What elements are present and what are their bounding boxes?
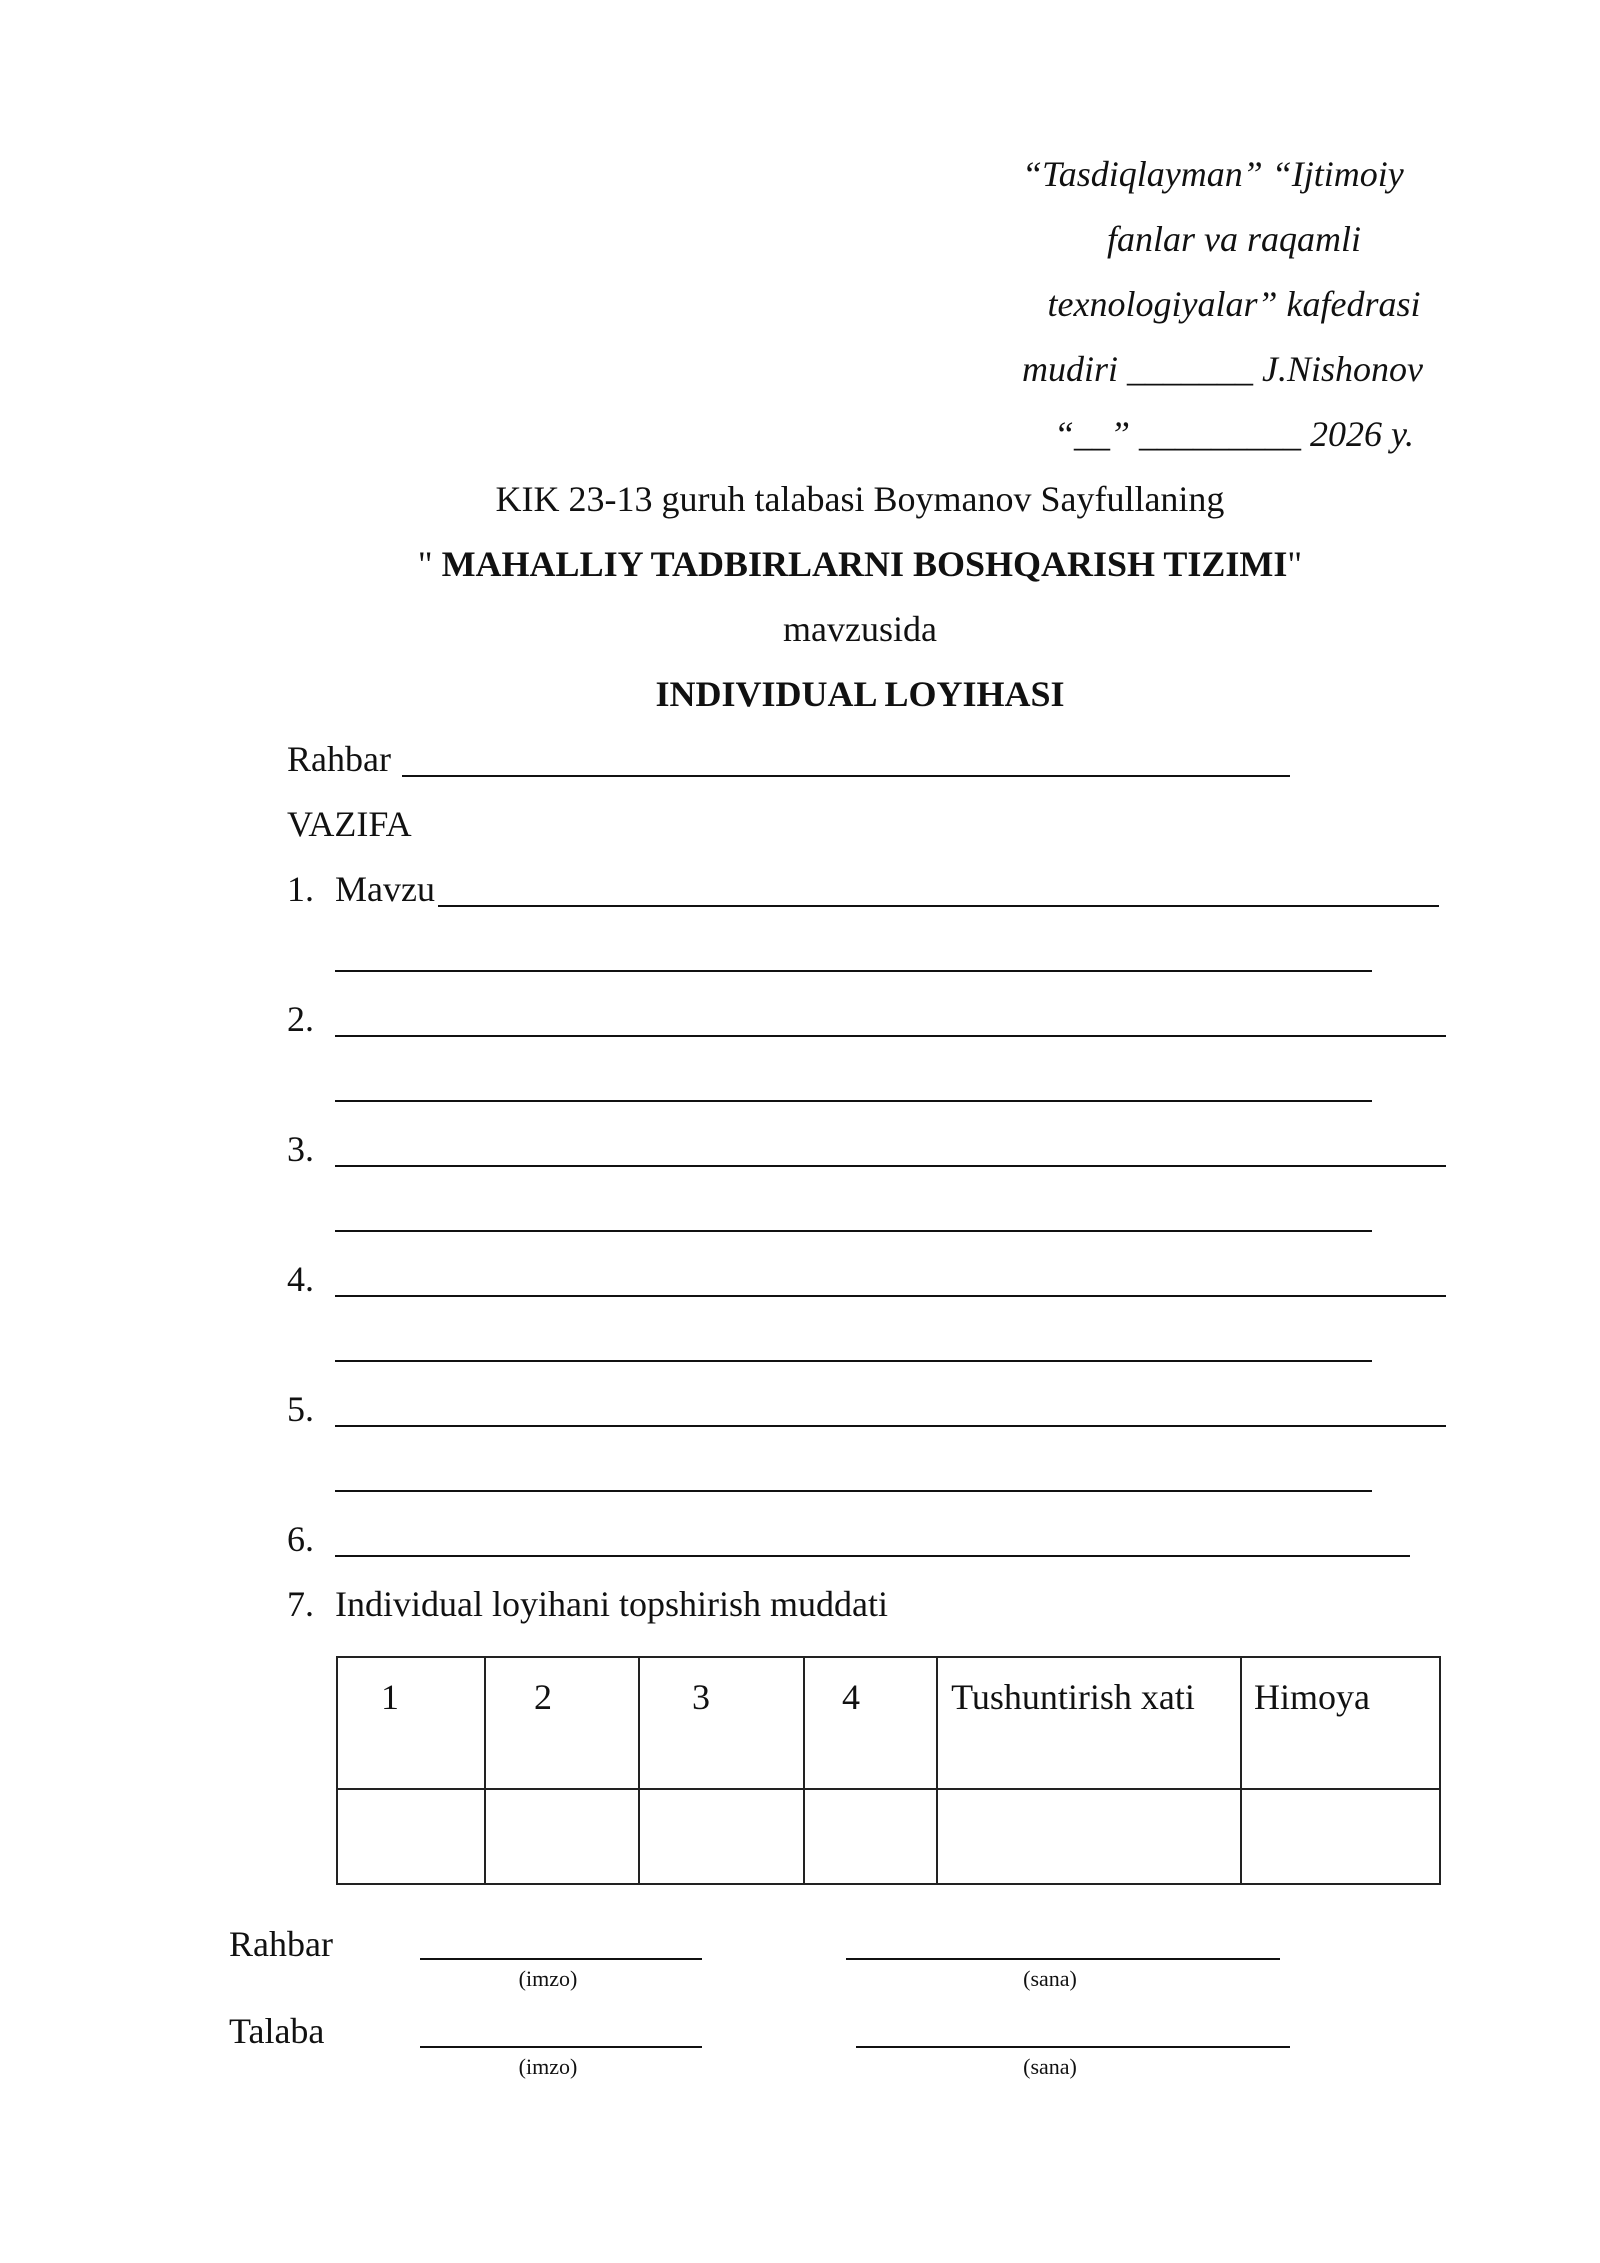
task-3-blank-line-2[interactable] bbox=[335, 1230, 1372, 1232]
task-number: 2. bbox=[287, 999, 314, 1039]
topic-line bbox=[0, 546, 1600, 582]
topic-quote-open: " bbox=[417, 544, 442, 584]
date-caption: (sana) bbox=[1023, 1966, 1077, 1991]
signature-caption: (imzo) bbox=[518, 1966, 578, 1991]
table-value-cell[interactable] bbox=[639, 1789, 804, 1884]
task-label-deadline: Individual loyihani topshirish muddati bbox=[335, 1584, 888, 1624]
table-value-cell[interactable] bbox=[485, 1789, 639, 1884]
table-header-cell: Himoya bbox=[1241, 1657, 1440, 1789]
approval-line-5: “__” _________ 2026 y. bbox=[1053, 414, 1415, 454]
approval-line-2: fanlar va raqamli bbox=[1106, 219, 1361, 259]
supervisor-signature-line[interactable] bbox=[420, 1958, 702, 1960]
deadline-table-value-row bbox=[337, 1789, 1440, 1884]
topic-quote-close: " bbox=[1287, 544, 1303, 584]
table-header-cell: 3 bbox=[639, 1657, 804, 1789]
signature-caption: (imzo) bbox=[518, 2054, 578, 2079]
table-value-cell[interactable] bbox=[804, 1789, 937, 1884]
table-value-cell[interactable] bbox=[1241, 1789, 1440, 1884]
table-header-cell: 4 bbox=[804, 1657, 937, 1789]
document-type: INDIVIDUAL LOYIHASI bbox=[655, 674, 1065, 714]
table-value-cell[interactable] bbox=[337, 1789, 485, 1884]
table-value-cell[interactable] bbox=[937, 1789, 1241, 1884]
topic-suffix: mavzusida bbox=[783, 609, 937, 649]
supervisor-label: Rahbar bbox=[287, 739, 391, 779]
task-1-blank-line-2[interactable] bbox=[335, 970, 1372, 972]
student-line: KIK 23-13 guruh talabasi Boymanov Sayfullaning bbox=[495, 479, 1225, 519]
tasks-heading: VAZIFA bbox=[287, 804, 412, 844]
deadline-table-header-row bbox=[337, 1657, 1440, 1789]
date-caption: (sana) bbox=[1023, 2054, 1077, 2079]
student-signature-line[interactable] bbox=[420, 2046, 702, 2048]
task-5-blank-line[interactable] bbox=[335, 1425, 1446, 1427]
task-number: 7. bbox=[287, 1584, 314, 1624]
task-4-blank-line[interactable] bbox=[335, 1295, 1446, 1297]
task-label-topic: Mavzu bbox=[335, 869, 435, 909]
topic-title: MAHALLIY TADBIRLARNI BOSHQARISH TIZIMI bbox=[441, 544, 1288, 584]
approval-line-1: “Tasdiqlayman” “Ijtimoiy bbox=[1022, 154, 1404, 194]
task-1-blank-line[interactable] bbox=[438, 905, 1439, 907]
supervisor-date-line[interactable] bbox=[846, 1958, 1280, 1960]
signature-role-student: Talaba bbox=[229, 2011, 325, 2051]
supervisor-blank-line[interactable] bbox=[402, 775, 1290, 777]
signature-role-supervisor: Rahbar bbox=[229, 1924, 333, 1964]
table-header-cell: Tushuntirish xati bbox=[937, 1657, 1241, 1789]
approval-line-4: mudiri _______ J.Nishonov bbox=[1022, 349, 1423, 389]
table-header-cell: 1 bbox=[337, 1657, 485, 1789]
task-3-blank-line[interactable] bbox=[335, 1165, 1446, 1167]
deadline-table bbox=[336, 1656, 1441, 1885]
task-6-blank-line[interactable] bbox=[335, 1555, 1410, 1557]
task-2-blank-line-2[interactable] bbox=[335, 1100, 1372, 1102]
table-header-cell: 2 bbox=[485, 1657, 639, 1789]
approval-line-3: texnologiyalar” kafedrasi bbox=[1047, 284, 1421, 324]
task-number: 5. bbox=[287, 1389, 314, 1429]
task-number: 1. bbox=[287, 869, 314, 909]
task-2-blank-line[interactable] bbox=[335, 1035, 1446, 1037]
task-number: 4. bbox=[287, 1259, 314, 1299]
task-5-blank-line-2[interactable] bbox=[335, 1490, 1372, 1492]
task-number: 6. bbox=[287, 1519, 314, 1559]
task-4-blank-line-2[interactable] bbox=[335, 1360, 1372, 1362]
task-number: 3. bbox=[287, 1129, 314, 1169]
student-date-line[interactable] bbox=[856, 2046, 1290, 2048]
